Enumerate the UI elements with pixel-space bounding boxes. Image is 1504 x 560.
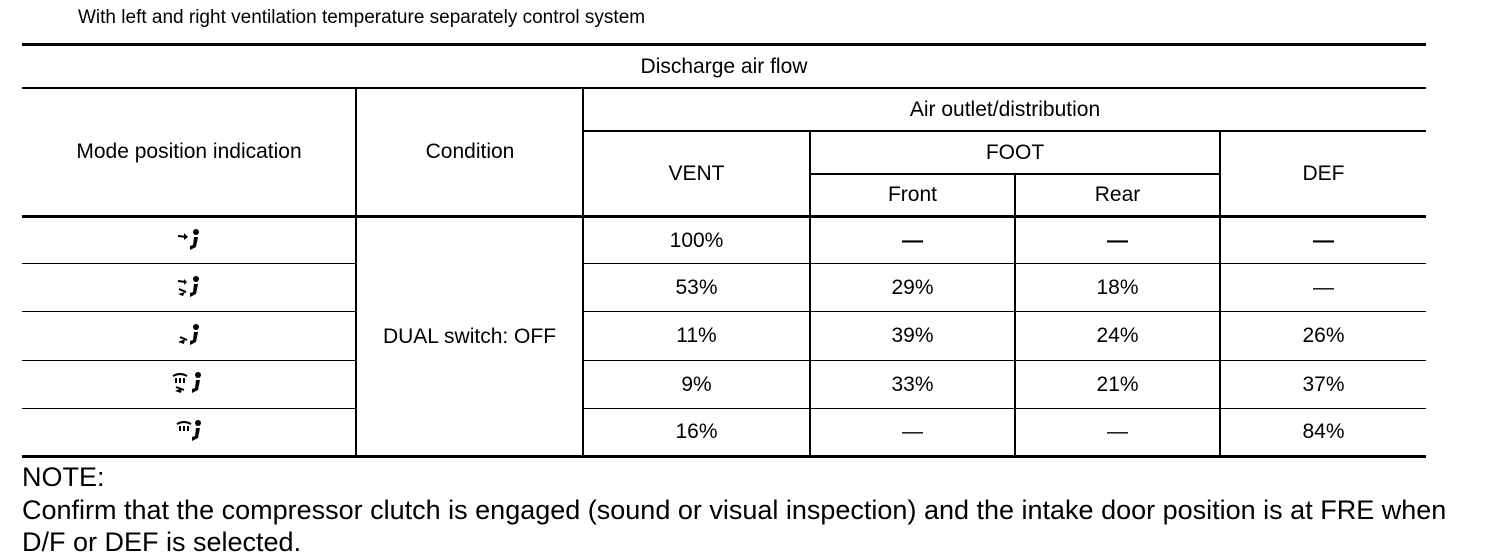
vent-value: 100% xyxy=(669,228,724,252)
defrost-mode-icon xyxy=(176,419,204,443)
header-def: DEF xyxy=(1302,161,1345,185)
foot-front-value: — xyxy=(902,420,923,443)
def-value: — xyxy=(1313,228,1334,252)
header-rear: Rear xyxy=(1094,183,1141,206)
foot-front-value: 39% xyxy=(891,324,934,347)
table-bottom-border xyxy=(22,455,1426,458)
vent-value: 53% xyxy=(675,275,718,299)
table-title: Discharge air flow xyxy=(640,54,808,78)
header-front: Front xyxy=(887,183,937,206)
condition-cell: DUAL switch: OFF xyxy=(382,324,557,348)
def-foot-mode-icon xyxy=(172,371,204,395)
def-value: 26% xyxy=(1302,324,1345,347)
note-text: Confirm that the compressor clutch is engaged (sound or visual inspection) and the intake door position is at FRE when D/F or DEF is selected. xyxy=(22,495,1447,557)
def-value: — xyxy=(1313,275,1334,299)
row-divider xyxy=(22,311,356,312)
header-foot: FOOT xyxy=(985,140,1045,164)
foot-front-value: — xyxy=(902,228,923,252)
note-title: NOTE: xyxy=(22,462,105,492)
vent-mode-icon xyxy=(176,228,202,252)
header-mode: Mode position indication xyxy=(76,140,302,163)
row-divider xyxy=(22,408,356,409)
foot-mode-icon xyxy=(176,323,202,347)
foot-front-value: 29% xyxy=(891,275,934,299)
bi-level-mode-icon xyxy=(176,275,202,299)
foot-front-value: 33% xyxy=(891,372,934,396)
foot-rear-value: 24% xyxy=(1096,324,1139,347)
header-air-outlet: Air outlet/distribution xyxy=(909,97,1101,121)
vent-value: 9% xyxy=(681,372,712,396)
foot-rear-value: 21% xyxy=(1096,372,1139,396)
foot-rear-value: — xyxy=(1107,420,1128,443)
header-condition: Condition xyxy=(425,140,515,163)
def-value: 37% xyxy=(1302,372,1345,396)
vent-value: 11% xyxy=(676,324,717,347)
table-caption: With left and right ventilation temperature separately control system xyxy=(78,7,646,28)
row-divider xyxy=(22,360,356,361)
def-value: 84% xyxy=(1302,420,1345,443)
foot-rear-value: — xyxy=(1107,228,1128,252)
row-divider xyxy=(22,263,356,264)
foot-rear-value: 18% xyxy=(1096,275,1139,299)
header-vent: VENT xyxy=(668,161,725,185)
vent-value: 16% xyxy=(675,420,718,443)
